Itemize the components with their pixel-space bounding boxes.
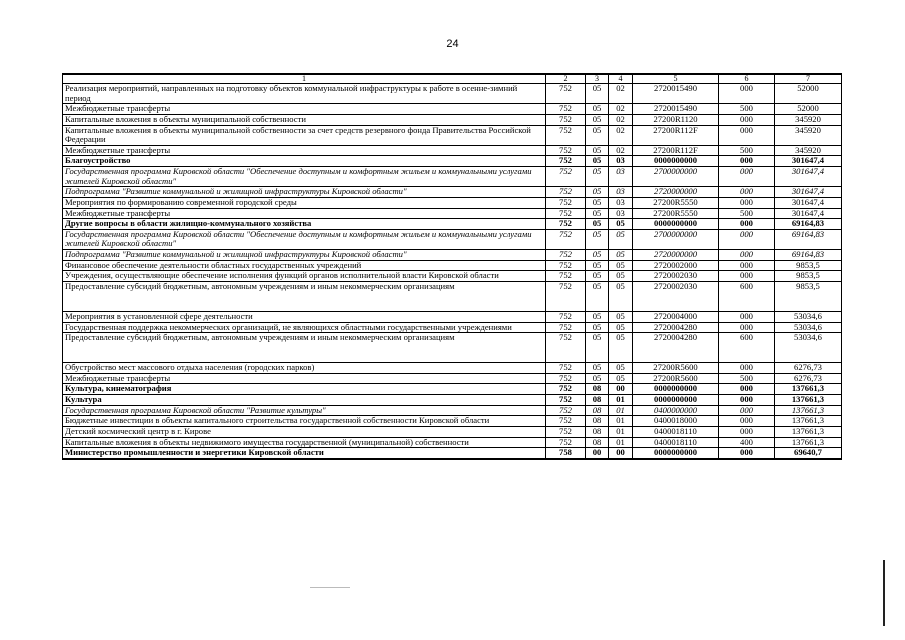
table-row bbox=[63, 281, 842, 311]
row-subsection: 05 bbox=[609, 219, 633, 230]
row-section: 05 bbox=[586, 104, 609, 115]
row-target-code: 27200R5600 bbox=[633, 363, 719, 374]
row-section: 08 bbox=[586, 405, 609, 416]
row-expense-type: 000 bbox=[719, 426, 775, 437]
row-expense-type: 000 bbox=[719, 311, 775, 322]
row-section: 05 bbox=[586, 250, 609, 261]
table-row bbox=[63, 250, 842, 261]
row-target-code: 0000000000 bbox=[633, 395, 719, 406]
row-name: Межбюджетные трансферты bbox=[63, 104, 546, 115]
row-target-code: 0400000000 bbox=[633, 405, 719, 416]
row-section: 05 bbox=[586, 333, 609, 363]
row-target-code: 2720000000 bbox=[633, 187, 719, 198]
row-amount: 345920 bbox=[775, 114, 842, 125]
row-admin-code: 752 bbox=[546, 104, 586, 115]
row-subsection: 03 bbox=[609, 197, 633, 208]
table-row bbox=[63, 208, 842, 219]
row-section: 05 bbox=[586, 167, 609, 187]
row-section: 05 bbox=[586, 311, 609, 322]
row-name: Государственная поддержка некоммерческих организаций, не являющихся областными государственными учреждениями bbox=[63, 322, 546, 333]
row-expense-type: 000 bbox=[719, 322, 775, 333]
row-name: Государственная программа Кировской области "Обеспечение доступным и комфортным жильем и коммунальными услугами жителей Кировской области" bbox=[63, 167, 546, 187]
row-name: Межбюджетные трансферты bbox=[63, 373, 546, 384]
row-section: 05 bbox=[586, 373, 609, 384]
row-amount: 53034,6 bbox=[775, 311, 842, 322]
row-admin-code: 752 bbox=[546, 437, 586, 448]
row-name: Государственная программа Кировской области "Развитие культуры" bbox=[63, 405, 546, 416]
row-amount: 137661,3 bbox=[775, 416, 842, 427]
row-section: 05 bbox=[586, 208, 609, 219]
row-name: Детский космический центр в г. Кирове bbox=[63, 426, 546, 437]
row-expense-type: 000 bbox=[719, 363, 775, 374]
row-name: Мероприятия в установленной сфере деятельности bbox=[63, 311, 546, 322]
row-target-code: 2720004280 bbox=[633, 333, 719, 363]
row-section: 05 bbox=[586, 271, 609, 282]
table-row bbox=[63, 437, 842, 448]
row-subsection: 02 bbox=[609, 104, 633, 115]
row-name: Государственная программа Кировской области "Обеспечение доступным и комфортным жильем и коммунальными услугами жителей Кировской области" bbox=[63, 229, 546, 249]
row-admin-code: 752 bbox=[546, 167, 586, 187]
table-row bbox=[63, 416, 842, 427]
row-section: 05 bbox=[586, 322, 609, 333]
row-amount: 301647,4 bbox=[775, 167, 842, 187]
row-expense-type: 000 bbox=[719, 229, 775, 249]
row-expense-type: 500 bbox=[719, 373, 775, 384]
table-row bbox=[63, 114, 842, 125]
row-admin-code: 752 bbox=[546, 281, 586, 311]
row-name: Учреждения, осуществляющие обеспечение исполнения функций органов исполнительной власти Кировской области bbox=[63, 271, 546, 282]
row-admin-code: 752 bbox=[546, 311, 586, 322]
row-section: 05 bbox=[586, 363, 609, 374]
row-admin-code: 752 bbox=[546, 187, 586, 198]
row-expense-type: 000 bbox=[719, 167, 775, 187]
row-target-code: 0400018000 bbox=[633, 416, 719, 427]
table-row bbox=[63, 84, 842, 104]
row-expense-type: 000 bbox=[719, 384, 775, 395]
row-subsection: 02 bbox=[609, 125, 633, 145]
row-admin-code: 752 bbox=[546, 416, 586, 427]
row-section: 05 bbox=[586, 260, 609, 271]
row-subsection: 05 bbox=[609, 333, 633, 363]
row-name: Капитальные вложения в объекты недвижимого имущества государственной (муниципальной) собственности bbox=[63, 437, 546, 448]
row-subsection: 05 bbox=[609, 229, 633, 249]
row-name: Обустройство мест массового отдыха населения (городских парков) bbox=[63, 363, 546, 374]
scan-edge-line bbox=[883, 560, 885, 626]
row-admin-code: 752 bbox=[546, 114, 586, 125]
row-amount: 137661,3 bbox=[775, 426, 842, 437]
row-amount: 137661,3 bbox=[775, 384, 842, 395]
page-number: 24 bbox=[446, 38, 459, 50]
row-name: Капитальные вложения в объекты муниципальной собственности bbox=[63, 114, 546, 125]
table-body bbox=[63, 84, 842, 459]
header-row bbox=[63, 74, 842, 84]
row-subsection: 05 bbox=[609, 373, 633, 384]
row-amount: 137661,3 bbox=[775, 405, 842, 416]
table-row bbox=[63, 167, 842, 187]
table-row bbox=[63, 104, 842, 115]
row-admin-code: 752 bbox=[546, 208, 586, 219]
col-header-3: 3 bbox=[586, 74, 609, 84]
row-target-code: 2720000000 bbox=[633, 250, 719, 261]
table-row bbox=[63, 145, 842, 156]
row-subsection: 01 bbox=[609, 437, 633, 448]
row-amount: 69164,83 bbox=[775, 219, 842, 230]
row-expense-type: 000 bbox=[719, 416, 775, 427]
col-header-2: 2 bbox=[546, 74, 586, 84]
row-admin-code: 752 bbox=[546, 384, 586, 395]
row-admin-code: 752 bbox=[546, 250, 586, 261]
row-name: Бюджетные инвестиции в объекты капитального строительства государственной собственности Кировской области bbox=[63, 416, 546, 427]
row-section: 00 bbox=[586, 448, 609, 459]
row-admin-code: 752 bbox=[546, 395, 586, 406]
row-subsection: 02 bbox=[609, 84, 633, 104]
row-target-code: 2720004280 bbox=[633, 322, 719, 333]
row-admin-code: 752 bbox=[546, 426, 586, 437]
row-admin-code: 758 bbox=[546, 448, 586, 459]
row-section: 08 bbox=[586, 416, 609, 427]
row-subsection: 05 bbox=[609, 322, 633, 333]
row-name: Культура, кинематография bbox=[63, 384, 546, 395]
row-target-code: 0000000000 bbox=[633, 384, 719, 395]
row-expense-type: 600 bbox=[719, 281, 775, 311]
row-amount: 69640,7 bbox=[775, 448, 842, 459]
table-row bbox=[63, 197, 842, 208]
row-expense-type: 000 bbox=[719, 156, 775, 167]
row-target-code: 0000000000 bbox=[633, 219, 719, 230]
table-row bbox=[63, 271, 842, 282]
row-admin-code: 752 bbox=[546, 333, 586, 363]
row-subsection: 01 bbox=[609, 416, 633, 427]
row-subsection: 01 bbox=[609, 405, 633, 416]
row-subsection: 03 bbox=[609, 208, 633, 219]
col-header-1: 1 bbox=[63, 74, 546, 84]
row-section: 05 bbox=[586, 229, 609, 249]
row-target-code: 27200R5600 bbox=[633, 373, 719, 384]
row-expense-type: 000 bbox=[719, 250, 775, 261]
row-name: Другие вопросы в области жилищно-коммунального хозяйства bbox=[63, 219, 546, 230]
row-expense-type: 000 bbox=[719, 405, 775, 416]
row-amount: 137661,3 bbox=[775, 437, 842, 448]
row-name: Предоставление субсидий бюджетным, автономным учреждениям и иным некоммерческим организациям bbox=[63, 281, 546, 311]
row-subsection: 01 bbox=[609, 426, 633, 437]
col-header-7: 7 bbox=[775, 74, 842, 84]
table-row bbox=[63, 426, 842, 437]
row-target-code: 27200R5550 bbox=[633, 208, 719, 219]
row-amount: 345920 bbox=[775, 145, 842, 156]
row-expense-type: 000 bbox=[719, 219, 775, 230]
row-name: Министерство промышленности и энергетики Кировской области bbox=[63, 448, 546, 459]
row-target-code: 2720002030 bbox=[633, 271, 719, 282]
row-section: 05 bbox=[586, 156, 609, 167]
row-expense-type: 000 bbox=[719, 84, 775, 104]
row-section: 05 bbox=[586, 125, 609, 145]
row-name: Финансовое обеспечение деятельности областных государственных учреждений bbox=[63, 260, 546, 271]
table-row bbox=[63, 229, 842, 249]
row-subsection: 03 bbox=[609, 167, 633, 187]
row-expense-type: 000 bbox=[719, 395, 775, 406]
row-amount: 53034,6 bbox=[775, 322, 842, 333]
table-row bbox=[63, 260, 842, 271]
row-name: Реализация мероприятий, направленных на подготовку объектов коммунальной инфраструктуры к работе в осенне-зимний период bbox=[63, 84, 546, 104]
table-row bbox=[63, 322, 842, 333]
row-section: 05 bbox=[586, 84, 609, 104]
table-row bbox=[63, 333, 842, 363]
row-subsection: 05 bbox=[609, 281, 633, 311]
row-subsection: 05 bbox=[609, 271, 633, 282]
row-name: Культура bbox=[63, 395, 546, 406]
row-name: Подпрограмма "Развитие коммунальной и жилищной инфраструктуры Кировской области" bbox=[63, 250, 546, 261]
row-subsection: 05 bbox=[609, 363, 633, 374]
row-expense-type: 000 bbox=[719, 271, 775, 282]
row-section: 08 bbox=[586, 426, 609, 437]
row-admin-code: 752 bbox=[546, 197, 586, 208]
table-row bbox=[63, 405, 842, 416]
row-admin-code: 752 bbox=[546, 322, 586, 333]
row-amount: 301647,4 bbox=[775, 156, 842, 167]
row-section: 05 bbox=[586, 114, 609, 125]
table-row bbox=[63, 448, 842, 459]
row-subsection: 01 bbox=[609, 395, 633, 406]
row-subsection: 03 bbox=[609, 187, 633, 198]
row-section: 05 bbox=[586, 187, 609, 198]
row-target-code: 2700000000 bbox=[633, 167, 719, 187]
row-name: Предоставление субсидий бюджетным, автономным учреждениям и иным некоммерческим организациям bbox=[63, 333, 546, 363]
row-amount: 52000 bbox=[775, 84, 842, 104]
table-row bbox=[63, 187, 842, 198]
row-subsection: 05 bbox=[609, 311, 633, 322]
row-name: Подпрограмма "Развитие коммунальной и жилищной инфраструктуры Кировской области" bbox=[63, 187, 546, 198]
row-subsection: 05 bbox=[609, 250, 633, 261]
row-expense-type: 000 bbox=[719, 187, 775, 198]
row-subsection: 02 bbox=[609, 114, 633, 125]
row-amount: 345920 bbox=[775, 125, 842, 145]
table-row bbox=[63, 363, 842, 374]
row-expense-type: 500 bbox=[719, 208, 775, 219]
row-expense-type: 000 bbox=[719, 260, 775, 271]
row-subsection: 05 bbox=[609, 260, 633, 271]
row-expense-type: 600 bbox=[719, 333, 775, 363]
row-target-code: 27200R1120 bbox=[633, 114, 719, 125]
row-admin-code: 752 bbox=[546, 260, 586, 271]
row-admin-code: 752 bbox=[546, 145, 586, 156]
row-target-code: 0400018110 bbox=[633, 426, 719, 437]
table-row bbox=[63, 125, 842, 145]
row-amount: 52000 bbox=[775, 104, 842, 115]
row-expense-type: 500 bbox=[719, 145, 775, 156]
row-target-code: 2720002000 bbox=[633, 260, 719, 271]
row-amount: 6276,73 bbox=[775, 373, 842, 384]
row-subsection: 03 bbox=[609, 156, 633, 167]
row-target-code: 0000000000 bbox=[633, 156, 719, 167]
row-admin-code: 752 bbox=[546, 363, 586, 374]
row-admin-code: 752 bbox=[546, 229, 586, 249]
table-row bbox=[63, 219, 842, 230]
row-name: Капитальные вложения в объекты муниципальной собственности за счет средств резервного фонда Правительства Российской Федерации bbox=[63, 125, 546, 145]
row-target-code: 2720015490 bbox=[633, 84, 719, 104]
table-row bbox=[63, 395, 842, 406]
table-row bbox=[63, 311, 842, 322]
row-amount: 301647,4 bbox=[775, 197, 842, 208]
row-amount: 9853,5 bbox=[775, 281, 842, 311]
row-amount: 9853,5 bbox=[775, 260, 842, 271]
row-subsection: 00 bbox=[609, 384, 633, 395]
row-admin-code: 752 bbox=[546, 84, 586, 104]
row-target-code: 27200R112F bbox=[633, 145, 719, 156]
row-name: Мероприятия по формированию современной городской среды bbox=[63, 197, 546, 208]
row-target-code: 0000000000 bbox=[633, 448, 719, 459]
table-row bbox=[63, 384, 842, 395]
row-expense-type: 000 bbox=[719, 125, 775, 145]
row-target-code: 27200R112F bbox=[633, 125, 719, 145]
row-admin-code: 752 bbox=[546, 271, 586, 282]
row-amount: 69164,83 bbox=[775, 229, 842, 249]
table-row bbox=[63, 156, 842, 167]
row-target-code: 2700000000 bbox=[633, 229, 719, 249]
row-admin-code: 752 bbox=[546, 405, 586, 416]
row-amount: 69164,83 bbox=[775, 250, 842, 261]
row-amount: 53034,6 bbox=[775, 333, 842, 363]
row-amount: 6276,73 bbox=[775, 363, 842, 374]
row-target-code: 2720002030 bbox=[633, 281, 719, 311]
row-section: 05 bbox=[586, 197, 609, 208]
row-section: 08 bbox=[586, 437, 609, 448]
scan-mark bbox=[310, 587, 350, 588]
row-admin-code: 752 bbox=[546, 219, 586, 230]
row-target-code: 2720015490 bbox=[633, 104, 719, 115]
row-expense-type: 000 bbox=[719, 114, 775, 125]
row-admin-code: 752 bbox=[546, 156, 586, 167]
row-section: 08 bbox=[586, 395, 609, 406]
col-header-5: 5 bbox=[633, 74, 719, 84]
row-amount: 301647,4 bbox=[775, 208, 842, 219]
row-expense-type: 500 bbox=[719, 104, 775, 115]
row-expense-type: 400 bbox=[719, 437, 775, 448]
col-header-6: 6 bbox=[719, 74, 775, 84]
row-admin-code: 752 bbox=[546, 373, 586, 384]
row-subsection: 02 bbox=[609, 145, 633, 156]
row-amount: 9853,5 bbox=[775, 271, 842, 282]
row-section: 05 bbox=[586, 219, 609, 230]
row-amount: 301647,4 bbox=[775, 187, 842, 198]
row-name: Благоустройство bbox=[63, 156, 546, 167]
budget-table bbox=[62, 73, 842, 460]
row-name: Межбюджетные трансферты bbox=[63, 208, 546, 219]
row-expense-type: 000 bbox=[719, 197, 775, 208]
row-admin-code: 752 bbox=[546, 125, 586, 145]
col-header-4: 4 bbox=[609, 74, 633, 84]
row-expense-type: 000 bbox=[719, 448, 775, 459]
row-target-code: 27200R5550 bbox=[633, 197, 719, 208]
row-subsection: 00 bbox=[609, 448, 633, 459]
row-target-code: 0400018110 bbox=[633, 437, 719, 448]
row-section: 05 bbox=[586, 145, 609, 156]
row-target-code: 2720004000 bbox=[633, 311, 719, 322]
table-row bbox=[63, 373, 842, 384]
row-section: 08 bbox=[586, 384, 609, 395]
row-name: Межбюджетные трансферты bbox=[63, 145, 546, 156]
row-amount: 137661,3 bbox=[775, 395, 842, 406]
row-section: 05 bbox=[586, 281, 609, 311]
